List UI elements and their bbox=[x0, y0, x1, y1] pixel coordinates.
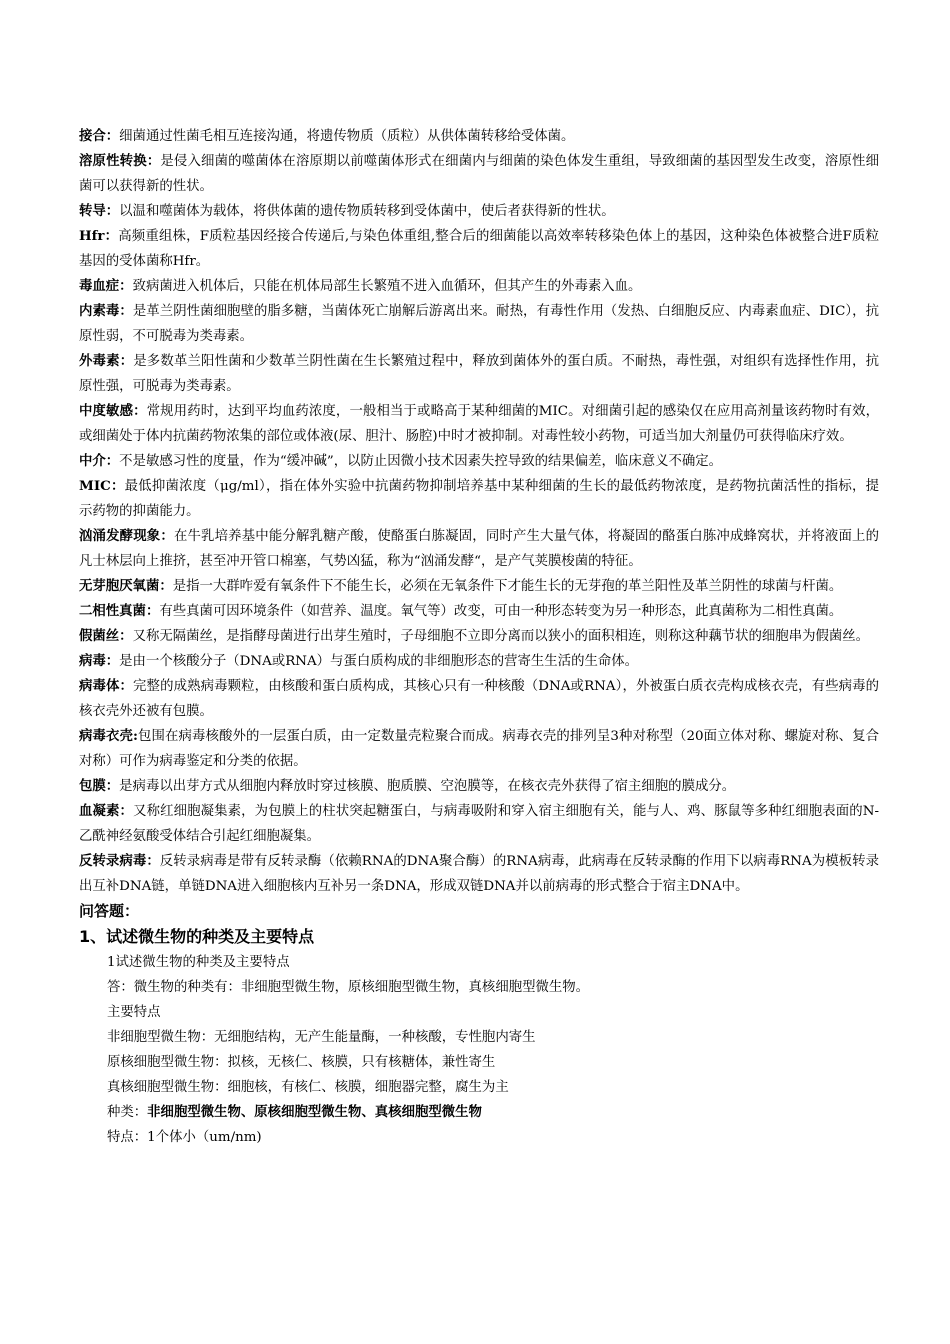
definition-term: 内素毒 bbox=[79, 303, 120, 319]
definition-term: 病毒衣壳 bbox=[79, 728, 133, 744]
definition-term: 无芽胞厌氧菌 bbox=[79, 578, 160, 594]
definition-paragraph bbox=[79, 149, 879, 199]
definition-separator: ： bbox=[105, 128, 120, 144]
definition-paragraph bbox=[79, 624, 879, 649]
definition-term: 假菌丝 bbox=[79, 628, 120, 644]
definition-paragraph bbox=[79, 674, 879, 724]
answer-line: 非细胞型微生物：无细胞结构，无产生能量酶，一种核酸，专性胞内寄生 bbox=[107, 1030, 536, 1045]
definition-separator: ： bbox=[119, 628, 133, 644]
definition-paragraph bbox=[79, 399, 879, 449]
kinds-label: 种类： bbox=[107, 1105, 148, 1120]
definition-text: 反转录病毒是带有反转录酶（依赖RNA的DNA聚合酶）的RNA病毒，此病毒在反转录酶的作用下以病毒RNA为模板转录出互补DNA链，单链DNA进入细胞核内互补另一条DNA，形成双链DNA并以前病毒的形式整合于宿主DNA中。 bbox=[79, 854, 880, 894]
kinds-bold-text: 非细胞型微生物、原核细胞型微生物、真核细胞型微生物 bbox=[147, 1104, 482, 1120]
answer-line: 原核细胞型微生物：拟核，无核仁、核膜，只有核糖体，兼性寄生 bbox=[107, 1055, 496, 1070]
definition-paragraph bbox=[79, 349, 879, 399]
document-page bbox=[79, 124, 879, 1150]
definition-separator: ： bbox=[146, 853, 160, 869]
definition-paragraph bbox=[79, 199, 879, 224]
definition-paragraph bbox=[79, 449, 879, 474]
definition-term: 病毒 bbox=[79, 653, 106, 669]
features-line: 特点：1个体小（um/nm) bbox=[107, 1130, 262, 1145]
definition-term: Hfr bbox=[79, 228, 105, 244]
definition-separator: ： bbox=[119, 353, 134, 369]
definition-text: 是侵入细菌的噬菌体在溶原期以前噬菌体形式在细菌内与细菌的染色体发生重组，导致细菌的基因型发生改变，溶原性细菌可以获得新的性状。 bbox=[79, 154, 879, 194]
definition-text: 细菌通过性菌毛相互连接沟通，将遗传物质（质粒）从供体菌转移给受体菌。 bbox=[119, 129, 575, 144]
definition-paragraph bbox=[79, 474, 879, 524]
definition-separator: ： bbox=[119, 678, 134, 694]
question-1-title: 1、试述微生物的种类及主要特点 bbox=[79, 927, 315, 946]
definition-text: 在牛乳培养基中能分解乳糖产酸，使酪蛋白胨凝固，同时产生大量气体，将凝固的酪蛋白胨冲成蜂窝状，并将液面上的凡士林层向上推挤，甚至冲开管口棉塞，气势凶猛，称为“汹涌发酵“，是产气荚膜梭菌的特征。 bbox=[79, 529, 879, 569]
definition-paragraph bbox=[79, 574, 879, 599]
definition-separator: ： bbox=[105, 778, 120, 794]
definition-term: 反转录病毒 bbox=[79, 853, 147, 869]
definition-paragraph bbox=[79, 274, 879, 299]
definition-paragraph bbox=[79, 849, 879, 899]
answer-line: 1试述微生物的种类及主要特点 bbox=[107, 955, 290, 970]
definition-separator: ： bbox=[160, 528, 174, 544]
definition-paragraph bbox=[79, 299, 879, 349]
definition-separator: ： bbox=[105, 653, 120, 669]
definition-text: 不是敏感习性的度量，作为“缓冲碱”，以防止因微小技术因素失控导致的结果偏差，临床意义不确定。 bbox=[119, 454, 723, 469]
definition-term: 毒血症 bbox=[79, 278, 120, 294]
definition-text: 是病毒以出芽方式从细胞内释放时穿过核膜、胞质膜、空泡膜等，在核衣壳外获得了宿主细胞的膜成分。 bbox=[119, 779, 736, 794]
answer-line: 答：微生物的种类有：非细胞型微生物，原核细胞型微生物，真核细胞型微生物。 bbox=[107, 980, 590, 995]
definition-term: 中介 bbox=[79, 453, 106, 469]
definition-text: 是革兰阴性菌细胞壁的脂多糖，当菌体死亡崩解后游离出来。耐热，有毒性作用（发热、白细胞反应、内毒素血症、DIC），抗原性弱，不可脱毒为类毒素。 bbox=[79, 304, 880, 344]
definition-term: 血凝素 bbox=[79, 803, 120, 819]
question-1-answer bbox=[79, 950, 879, 1150]
definition-paragraph bbox=[79, 774, 879, 799]
definition-separator: ： bbox=[145, 603, 160, 619]
qa-heading: 问答题： bbox=[79, 902, 140, 920]
definition-text: 最低抑菌浓度（μg/ml），指在体外实验中抗菌药物抑制培养基中某种细菌的生长的最低药物浓度，是药物抗菌活性的指标，提示药物的抑菌能力。 bbox=[79, 479, 880, 519]
definition-term: 病毒体 bbox=[79, 678, 120, 694]
definition-term: 转导 bbox=[79, 203, 106, 219]
definition-paragraph bbox=[79, 224, 879, 274]
definition-text: 以温和噬菌体为载体，将供体菌的遗传物质转移到受体菌中，使后者获得新的性状。 bbox=[119, 204, 615, 219]
definition-separator: ： bbox=[133, 403, 147, 419]
definition-paragraph bbox=[79, 524, 879, 574]
definition-separator: ： bbox=[105, 203, 120, 219]
definition-text: 有些真菌可因环境条件（如营养、温度。氧气等）改变，可由一种形态转变为另一种形态，此真菌称为二相性真菌。 bbox=[159, 604, 843, 619]
definition-separator: ： bbox=[146, 153, 161, 169]
definition-paragraph bbox=[79, 799, 879, 849]
definition-term: 中度敏感 bbox=[79, 403, 134, 419]
definition-term: 溶原性转换 bbox=[79, 153, 147, 169]
definition-separator: ： bbox=[119, 278, 133, 294]
definition-text: 常规用药时，达到平均血药浓度，一般相当于或略高于某种细菌的MIC。对细菌引起的感染仅在应用高剂量该药物时有效，或细菌处于体内抗菌药物浓集的部位或体液(尿、胆汁、肠腔)中时才被抑制。对毒性较小药物，可适当加大剂量仍可获得临床疗效。 bbox=[79, 404, 880, 444]
definition-text: 高频重组株，F质粒基因经接合传递后,与染色体重组,整合后的细菌能以高效率转移染色体上的基因，这种染色体被整合进F质粒基因的受体菌称Hfr。 bbox=[79, 229, 880, 269]
definition-text: 是由一个核酸分子（DNA或RNA）与蛋白质构成的非细胞形态的营寄生生活的生命体。 bbox=[119, 654, 639, 669]
definition-paragraph bbox=[79, 599, 879, 624]
definition-text: 是指一大群咋爱有氧条件下不能生长，必须在无氧条件下才能生长的无芽孢的革兰阳性及革兰阴性的球菌与杆菌。 bbox=[172, 579, 843, 594]
definition-separator: ： bbox=[105, 453, 120, 469]
answer-line: 主要特点 bbox=[107, 1005, 161, 1020]
definition-separator: ： bbox=[104, 228, 119, 244]
definition-separator: ： bbox=[119, 803, 134, 819]
definition-text: 包围在病毒核酸外的一层蛋白质，由一定数量壳粒聚合而成。病毒衣壳的排列呈3种对称型（20面立体对称、螺旋对称、复合对称）可作为病毒鉴定和分类的依据。 bbox=[79, 729, 879, 769]
definition-paragraph bbox=[79, 124, 879, 149]
definition-paragraph bbox=[79, 649, 879, 674]
definition-separator: ： bbox=[159, 578, 173, 594]
definition-separator: : bbox=[132, 728, 138, 744]
definition-term: 接合 bbox=[79, 128, 106, 144]
definition-term: 外毒素 bbox=[79, 353, 120, 369]
definition-term: 二相性真菌 bbox=[79, 603, 146, 619]
definition-text: 完整的成熟病毒颗粒，由核酸和蛋白质构成，其核心只有一种核酸（DNA或RNA），外被蛋白质衣壳构成核衣壳，有些病毒的核衣壳外还被有包膜。 bbox=[79, 679, 880, 719]
definition-term: 包膜 bbox=[79, 778, 106, 794]
definition-text: 是多数革兰阳性菌和少数革兰阴性菌在生长繁殖过程中，释放到菌体外的蛋白质。不耐热，毒性强，对组织有选择性作用，抗原性强，可脱毒为类毒素。 bbox=[79, 354, 879, 394]
definition-text: 致病菌进入机体后，只能在机体局部生长繁殖不进入血循环，但其产生的外毒素入血。 bbox=[132, 279, 642, 294]
definitions-list bbox=[79, 124, 879, 899]
definition-term: MIC bbox=[79, 478, 111, 494]
definition-text: 又称无隔菌丝，是指酵母菌进行出芽生殖时，子母细胞不立即分离而以狭小的面积相连，则称这种藕节状的细胞串为假菌丝。 bbox=[132, 629, 870, 644]
answer-line: 真核细胞型微生物：细胞核，有核仁、核膜，细胞器完整，腐生为主 bbox=[107, 1080, 509, 1095]
definition-separator: ： bbox=[119, 303, 133, 319]
definition-separator: ： bbox=[110, 478, 125, 494]
definition-paragraph bbox=[79, 724, 879, 774]
definition-text: 又称红细胞凝集素，为包膜上的柱状突起糖蛋白，与病毒吸附和穿入宿主细胞有关，能与人、鸡、豚鼠等多种红细胞表面的N-乙酰神经氨酸受体结合引起红细胞凝集。 bbox=[79, 804, 879, 844]
kinds-line bbox=[79, 1100, 879, 1125]
definition-term: 汹涌发酵现象 bbox=[79, 528, 161, 544]
